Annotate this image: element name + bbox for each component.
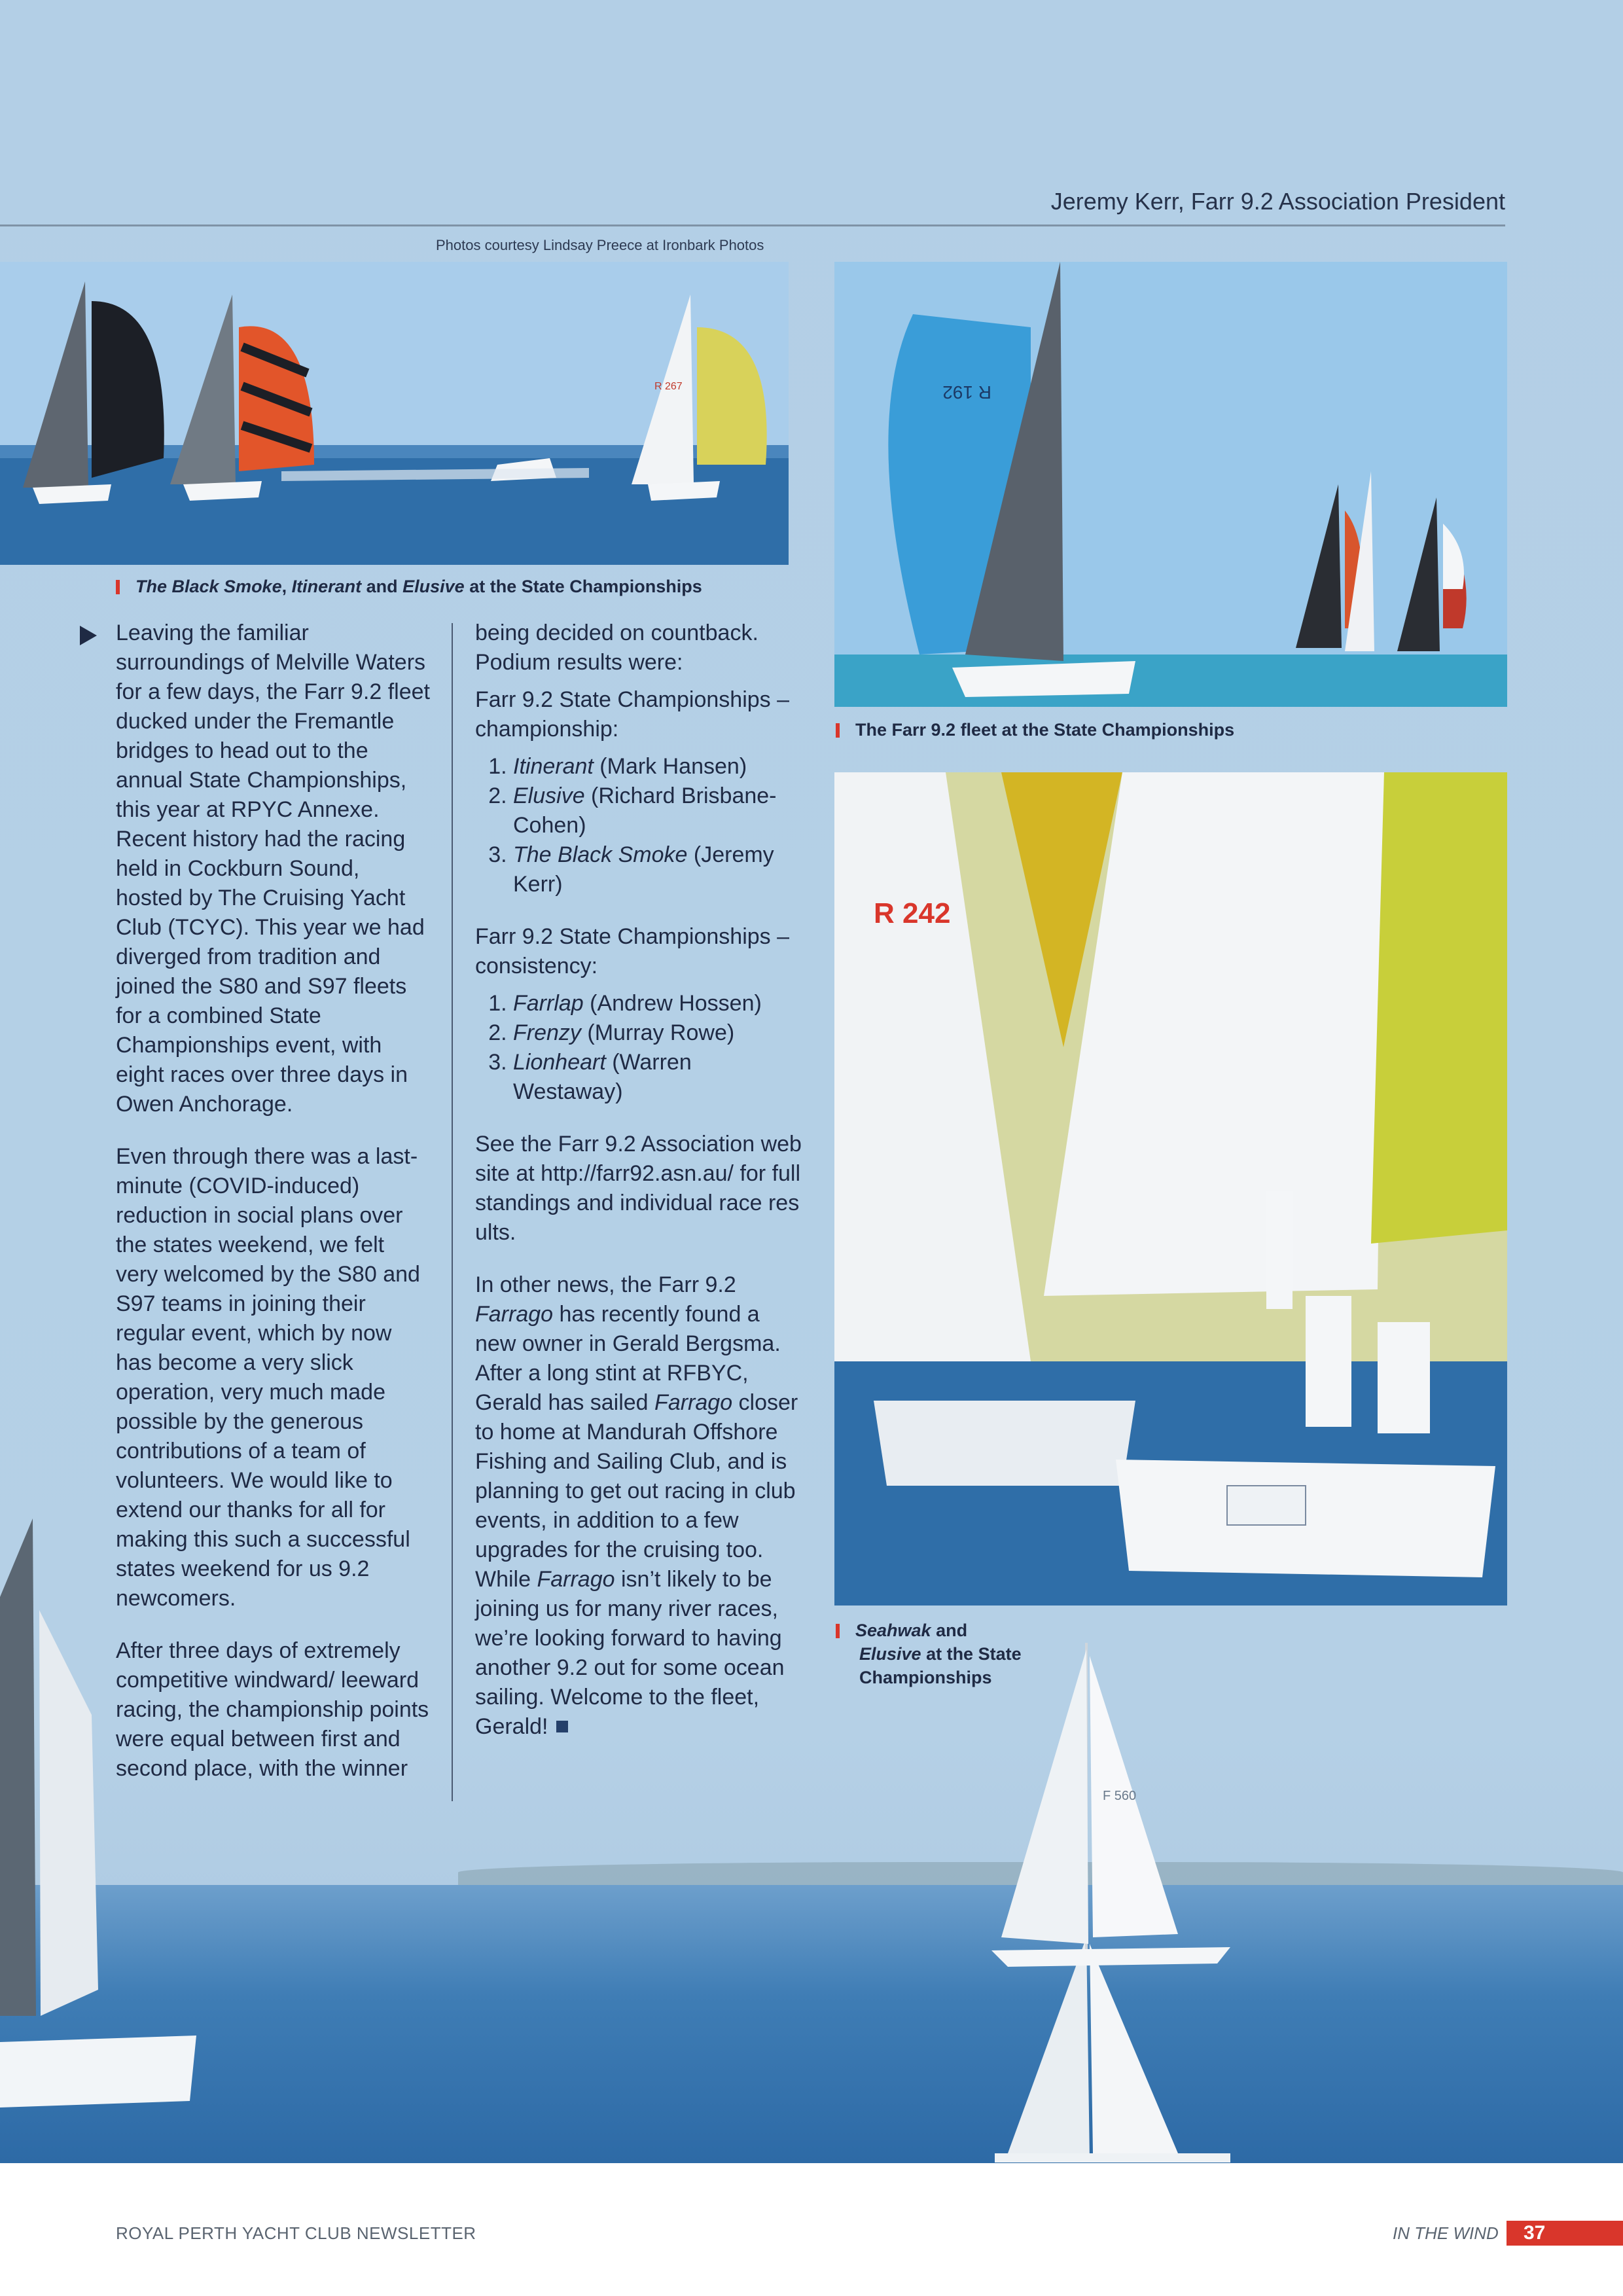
photo-fleet-spinnakers bbox=[0, 262, 789, 565]
paragraph: In other news, the Farr 9.2 Farrago has recently found a new owner in Gerald Bergsma. After a long stint at RFBYC, Gerald has sailed Farrago closer to home at Mandurah Offshore Fishing and Sailing Club, and is planning to get out racing in club events, in addition to a few upgrades for the cruising too. While Farrago isn’t likely to be joining us for many river races, we’re looking forward to having another 9.2 out for some ocean sailing. Welcome to the fleet, Gerald! bbox=[475, 1272, 798, 1739]
list-item: 3. The Black Smoke (Jeremy Kerr) bbox=[513, 840, 802, 899]
paragraph: Even through there was a last-minute (COVID-induced) reduction in social plans over the states weekend, we felt very welcomed by the S80 and S97 teams in joining their regular event, which by now has become a very slick operation, very much made possible by the generous contributions of a team of volunteers. We would like to extend our thanks for all for making this such a successful states weekend for us 9.2 newcomers. bbox=[116, 1144, 420, 1611]
caption-marker bbox=[836, 723, 840, 738]
consistency-heading: Farr 9.2 State Championships – consistency: bbox=[475, 924, 790, 978]
photo3-sail-number: R 242 bbox=[874, 897, 951, 929]
photo2-sail-number: R 192 bbox=[942, 382, 991, 403]
championship-results-list bbox=[475, 752, 802, 899]
caption-marker bbox=[116, 580, 120, 594]
list-item: 1. Farrlap (Andrew Hossen) bbox=[513, 989, 802, 1018]
championship-heading: Farr 9.2 State Championships – championship: bbox=[475, 687, 790, 742]
footer-section: IN THE WIND bbox=[1393, 2223, 1499, 2243]
article-column-2 bbox=[475, 619, 802, 1765]
consistency-results-list bbox=[475, 989, 802, 1107]
photo-seahwak-elusive bbox=[834, 772, 1507, 1605]
photo1-sail-number: R 267 bbox=[654, 381, 683, 392]
article-start-marker bbox=[80, 626, 97, 645]
bottom-boat-sail-number: F 560 bbox=[1103, 1789, 1137, 1803]
list-item: 1. Itinerant (Mark Hansen) bbox=[513, 752, 802, 781]
photo-credit: Photos courtesy Lindsay Preece at Ironbark Photos bbox=[436, 237, 764, 253]
caption-marker bbox=[836, 1624, 840, 1638]
caption-photo1: The Black Smoke, Itinerant and Elusive at the State Championships bbox=[116, 575, 702, 598]
paragraph: being decided on countback. Podium results were: bbox=[475, 620, 758, 675]
column-divider bbox=[452, 623, 453, 1801]
photo-fleet-blue-spinnaker bbox=[834, 262, 1507, 707]
article-author: Jeremy Kerr, Farr 9.2 Association President bbox=[1050, 188, 1505, 215]
end-of-article-square bbox=[556, 1721, 568, 1732]
list-item: 2. Frenzy (Murray Rowe) bbox=[513, 1018, 802, 1048]
page-number: 37 bbox=[1507, 2221, 1623, 2246]
caption-photo2: The Farr 9.2 fleet at the State Championships bbox=[836, 718, 1234, 742]
paragraph: See the Farr 9.2 Association website at http://farr92.asn.au/ for full standings and individual race results. bbox=[475, 1132, 802, 1245]
background-sea-photo bbox=[0, 1885, 1623, 2163]
list-item: 2. Elusive (Richard Brisbane-Cohen) bbox=[513, 781, 802, 840]
list-item: 3. Lionheart (Warren Westaway) bbox=[513, 1048, 802, 1107]
article-column-1 bbox=[116, 619, 430, 1806]
footer-publication: ROYAL PERTH YACHT CLUB NEWSLETTER bbox=[116, 2223, 476, 2243]
paragraph: After three days of extremely competitive windward/ leeward racing, the championship points were equal between first and second place, with the winner bbox=[116, 1638, 429, 1781]
paragraph: Leaving the familiar surroundings of Melville Waters for a few days, the Farr 9.2 fleet ducked under the Fremantle bridges to head out to the annual State Championships, this year at RPYC Annexe. Recent history had the racing held in Cockburn Sound, hosted by The Cruising Yacht Club (TCYC). This year we had diverged from tradition and joined the S80 and S97 fleets for a combined State Championships event, with eight races over three days in Owen Anchorage. bbox=[116, 620, 431, 1117]
caption-photo3: Seahwak and Elusive at the State Championships bbox=[836, 1619, 1045, 1689]
header-rule bbox=[0, 224, 1505, 226]
